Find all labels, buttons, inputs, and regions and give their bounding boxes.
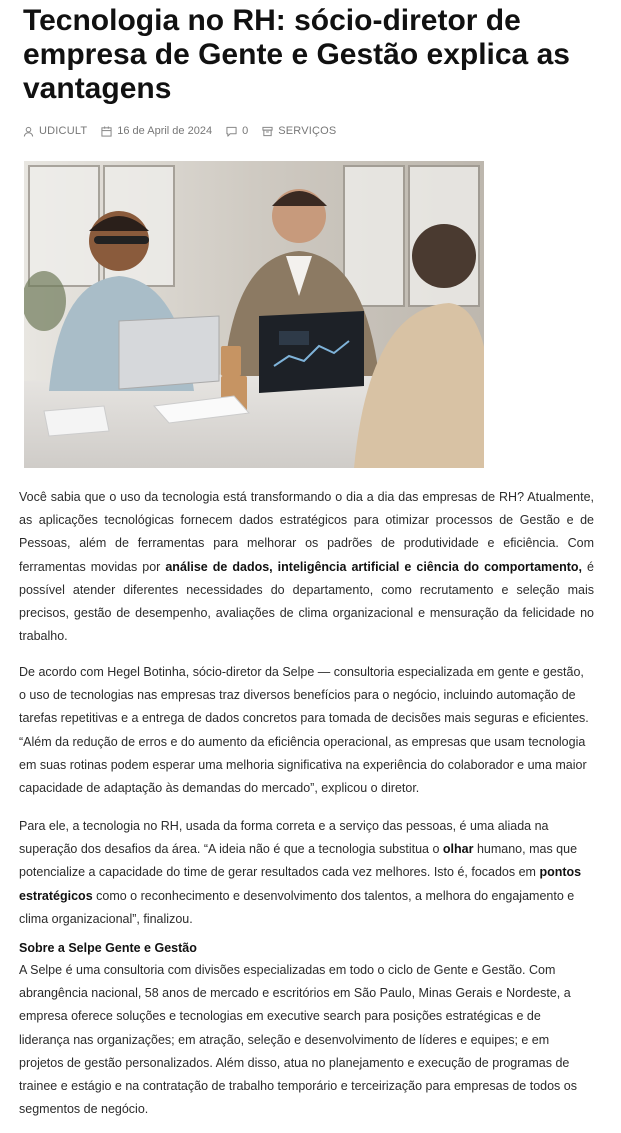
intro-highlight: análise de dados, inteligência artificial e ciência do comportamento, xyxy=(165,559,582,574)
calendar-icon xyxy=(101,126,112,137)
about-heading: Sobre a Selpe Gente e Gestão xyxy=(19,941,197,955)
closing-text-a: Para ele, a tecnologia no RH, usada da forma correta e a serviço das pessoas, é uma aliada na superação dos desafios da área. “A ideia não é que a tecnologia substitua o xyxy=(19,819,549,857)
intro-text-c: é possível atender diferentes necessidades do departamento, como recrutamento e seleção mais precisos, gestão de desempenho, avaliações de clima organizacional e mensuração da felicidade no trabalho. xyxy=(19,559,594,644)
meta-comments[interactable] xyxy=(226,125,248,137)
closing-text-e: como o reconhecimento e desenvolvimento dos talentos, a melhora do engajamento e clima organizacional”, finalizou. xyxy=(19,888,575,926)
closing-text-c: humano, mas que potencialize a capacidade do time de gerar resultados cada vez melhores. Isto é, focados em xyxy=(19,842,578,880)
meta-category[interactable] xyxy=(262,125,336,137)
post-meta xyxy=(23,123,336,139)
closing-paragraph xyxy=(19,815,594,931)
post-date: 16 de April de 2024 xyxy=(117,125,213,137)
about-paragraph: A Selpe é uma consultoria com divisões especializadas em todo o ciclo de Gente e Gestão. Com abrangência nacional, 58 anos de mercado e escritórios em São Paulo, Minas Gerais e Nordeste, a empresa oferece soluções e tecnologias em executive search para posições estratégicas e de liderança nas organizações; em atração, seleção e desenvolvimento de líderes e equipes; e em projetos de gestão personalizados. Além disso, atua no planejamento e execução de programas de trainee e estágio e na contratação de trabalho temporário e terceirização para empresas de todos os segmentos de negócio. xyxy=(19,963,577,1117)
quote-paragraph: De acordo com Hegel Botinha, sócio-diretor da Selpe — consultoria especializada em gente e gestão, o uso de tecnologias nas empresas traz diversos benefícios para o negócio, incluindo automação de tarefas repetitivas e a entrega de dados concretos para tomada de decisões mais seguras e eficientes. “Além da redução de erros e do aumento da eficiência operacional, as empresas que usam tecnologia em suas rotinas podem esperar uma melhoria significativa na experiência do colaborador e uma maior capacidade de adaptação às demandas do mercado”, explicou o diretor. xyxy=(19,665,589,796)
closing-highlight-1: olhar xyxy=(442,842,474,857)
intro-paragraph xyxy=(19,486,594,648)
comment-icon xyxy=(226,126,237,137)
author-name[interactable]: UDICULT xyxy=(39,125,88,137)
featured-image xyxy=(24,161,484,468)
category-icon xyxy=(262,126,273,137)
meta-date xyxy=(101,125,212,137)
closing-highlight-2: pontos estratégicos xyxy=(19,865,582,903)
intro-text-a: Você sabia que o uso da tecnologia está transformando o dia a dia das empresas de RH? Atualmente, as aplicações tecnológicas fornecem dados estratégicos para otimizar processos de Gestão e de Pessoas, além de ferramentas para melhorar os padrões de produtividade e eficiência. Com ferramentas movidas por xyxy=(19,490,594,574)
user-icon xyxy=(23,126,34,137)
article-title: Tecnologia no RH: sócio-diretor de empresa de Gente e Gestão explica as vantagens xyxy=(23,4,570,105)
category-link[interactable]: SERVIÇOS xyxy=(278,125,337,137)
meta-author[interactable] xyxy=(23,125,87,137)
comment-count[interactable]: 0 xyxy=(242,125,249,137)
